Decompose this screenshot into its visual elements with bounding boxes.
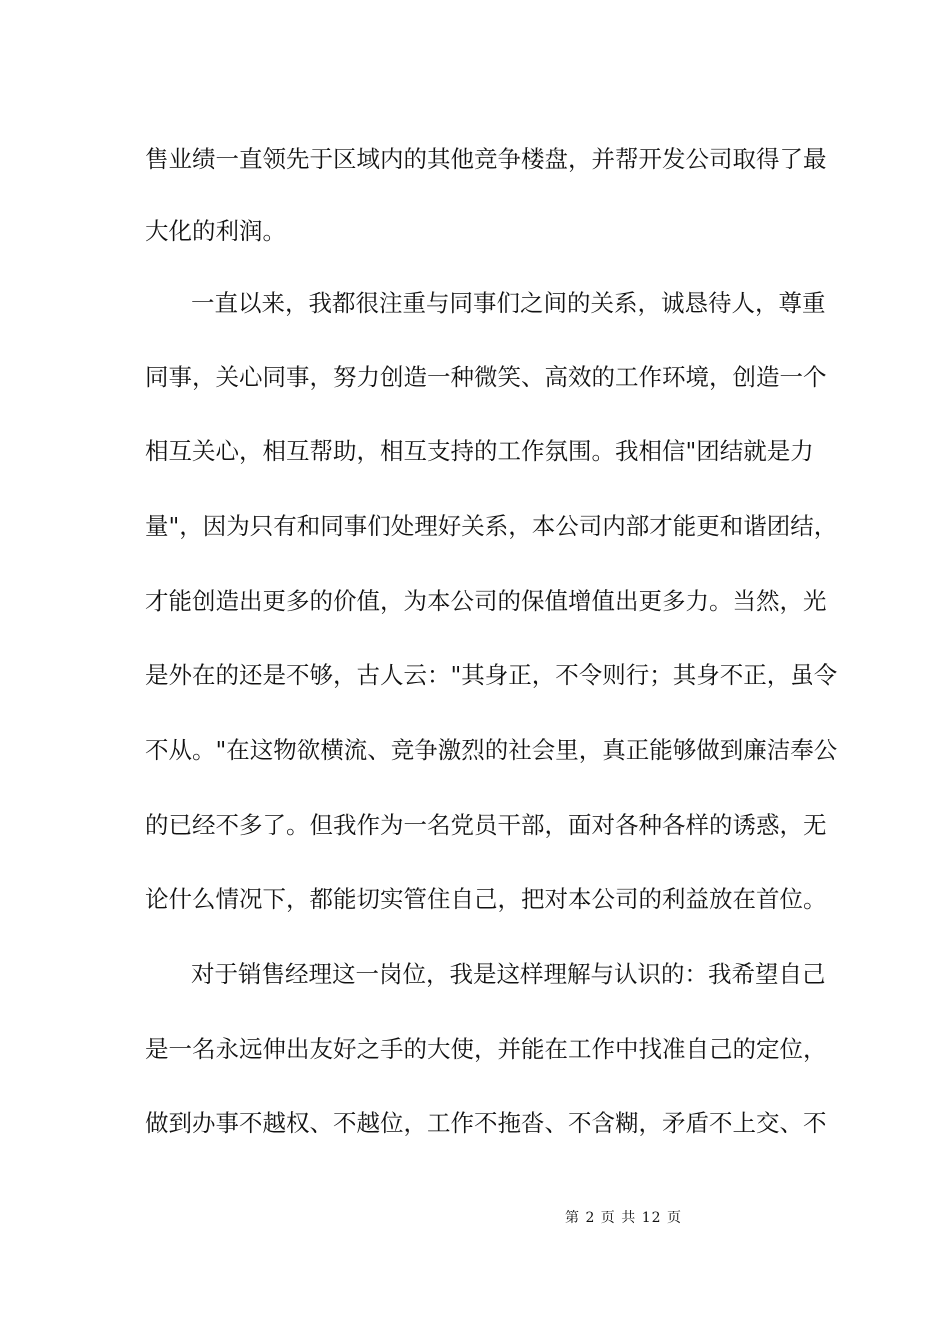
text-line: 的已经不多了。但我作为一名党员干部，面对各种各样的诱惑，无 <box>145 811 827 839</box>
text-line: 一直以来，我都很注重与同事们之间的关系，诚恳待人，尊重 <box>191 289 826 317</box>
text-line: 不从。"在这物欲横流、竞争激烈的社会里，真正能够做到廉洁奉公 <box>145 736 838 764</box>
text-line: 论什么情况下，都能切实管住自己，把对本公司的利益放在首位。 <box>145 885 827 913</box>
text-line: 是外在的还是不够，古人云："其身正，不令则行；其身不正，虽令 <box>145 661 838 689</box>
text-line: 量"，因为只有和同事们处理好关系，本公司内部才能更和谐团结， <box>145 512 838 540</box>
page-number: 第 2 页 共 12 页 <box>565 1210 682 1226</box>
text-line: 售业绩一直领先于区域内的其他竞争楼盘，并帮开发公司取得了最 <box>145 145 827 173</box>
text-line: 相互关心，相互帮助，相互支持的工作氛围。我相信"团结就是力 <box>145 437 814 465</box>
text-line: 做到办事不越权、不越位，工作不拖沓、不含糊，矛盾不上交、不 <box>145 1109 827 1137</box>
text-line: 对于销售经理这一岗位，我是这样理解与认识的：我希望自己 <box>191 960 826 988</box>
text-line: 才能创造出更多的价值，为本公司的保值增值出更多力。当然，光 <box>145 587 827 615</box>
text-line: 是一名永远伸出友好之手的大使，并能在工作中找准自己的定位， <box>145 1035 827 1063</box>
text-line: 同事，关心同事，努力创造一种微笑、高效的工作环境，创造一个 <box>145 363 827 391</box>
text-line: 大化的利润。 <box>145 217 286 245</box>
